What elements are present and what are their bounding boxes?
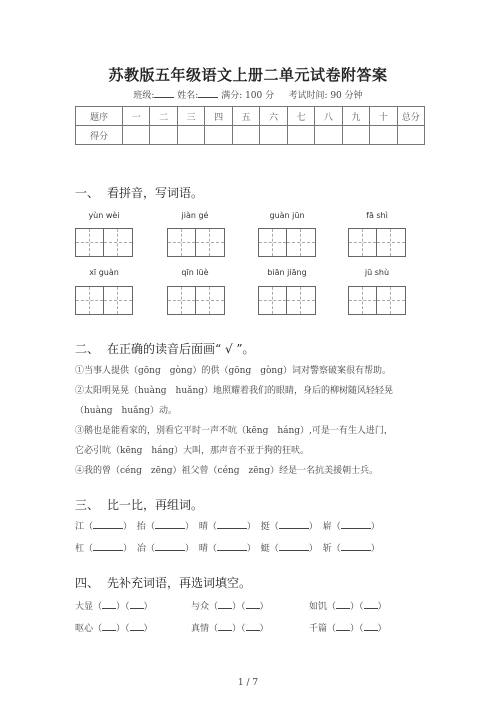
section-1-title: 看拼音，写词语。 xyxy=(107,186,204,200)
answer-blank[interactable] xyxy=(341,519,371,529)
question-line: 它必引吭（kēng háng）大叫，那声音不亚于狗的狂吠。 xyxy=(75,446,310,456)
answer-blank[interactable] xyxy=(102,599,116,609)
exam-page: 苏教版五年级语文上册二单元试卷附答案 班级: 姓名: 满分: 100 分 考试时间: 90 分钟 题序 一 二 三 四 五 六 七 八 九 十 总分 得分 一、 看拼音，写词语。 yùn wèi jiàn gé guàn jūn fā shì xī guàn qīn lüè biān jiāng jū shù 二、 在正确的读音后面画“ √ ”。 ①当事人提供（gōng gòng）的供（gōng gòng）词对警察破案很有帮助。 ②太阳明晃晃（huàng huǎng）地照耀着我们的眼睛，身后的柳树随风轻轻晃 （huàng huǎng）动。 ③鹅也是能看家的，别看它平时一声不吭（kēng háng）,可是一有生人进门， 它必引吭（kēng háng）大叫，那声音不亚于狗的狂吠。 ④我的曾（céng zēng）祖父曾（céng zēng）经是一名抗美援朝士兵。 三、 比一比，再组词。 江（ ） 抬（ ） 晴（ ） 挺（ ） 崭（ ） 杠（ ） 冶（ ） 晴（ ） 蜓（ ） 斩（ ） 四、 先补充词语，再选词填空。 大显（ ）（ ） 与众（ ）（ ） 如饥（ ）（ ） 呕心（ ）（ ） 真情（ ）（ ） 千篇（ ）（ ） 1 / 7 xyxy=(0,0,496,702)
score-header-cell: 二 xyxy=(150,107,177,126)
question-line: ①当事人提供（gōng gòng）的供（gōng gòng）词对警察破案很有帮助。 xyxy=(75,366,391,376)
name-blank[interactable] xyxy=(198,88,218,98)
writing-box[interactable] xyxy=(167,228,225,257)
idiom-prefix: 呕心 xyxy=(75,624,94,634)
exam-time: 考试时间: 90 分钟 xyxy=(288,91,363,101)
score-header-cell: 四 xyxy=(205,107,232,126)
score-header-cell: 七 xyxy=(287,107,314,126)
writing-box[interactable] xyxy=(75,228,133,257)
compare-char: 斩 xyxy=(322,544,332,554)
compare-char: 挺 xyxy=(260,522,270,532)
writing-box[interactable] xyxy=(348,228,406,257)
score-header-cell: 总分 xyxy=(397,107,424,126)
page-title: 苏教版五年级语文上册二单元试卷附答案 xyxy=(108,66,388,84)
score-cell[interactable] xyxy=(260,126,287,145)
score-cell[interactable] xyxy=(342,126,369,145)
class-blank[interactable] xyxy=(154,88,174,98)
writing-box[interactable] xyxy=(167,286,225,315)
section-2-number: 二、 xyxy=(75,342,100,356)
answer-blank[interactable] xyxy=(336,621,350,631)
score-cell[interactable] xyxy=(205,126,232,145)
score-header-cell: 十 xyxy=(370,107,397,126)
answer-blank[interactable] xyxy=(279,519,309,529)
compare-char: 崭 xyxy=(322,522,332,532)
question-line: ②太阳明晃晃（huàng huǎng）地照耀着我们的眼睛，身后的柳树随风轻轻晃 xyxy=(75,386,394,396)
answer-blank[interactable] xyxy=(341,541,371,551)
idiom-prefix: 大显 xyxy=(75,602,94,612)
answer-blank[interactable] xyxy=(217,519,247,529)
pinyin-label: biān jiāng xyxy=(267,268,307,277)
section-2-heading xyxy=(75,340,255,357)
answer-blank[interactable] xyxy=(93,519,123,529)
score-cell[interactable] xyxy=(370,126,397,145)
compare-char: 蜓 xyxy=(260,544,270,554)
class-label: 班级: xyxy=(133,91,155,101)
writing-box[interactable] xyxy=(258,286,316,315)
score-table-header-row xyxy=(76,107,425,126)
pinyin-label: qīn lüè xyxy=(181,268,209,277)
score-header-cell: 五 xyxy=(232,107,259,126)
score-header-cell: 六 xyxy=(260,107,287,126)
full-score: 满分: 100 分 xyxy=(221,91,275,101)
idiom-prefix: 如饥 xyxy=(309,602,328,612)
score-header-cell: 题序 xyxy=(76,107,123,126)
idiom-prefix: 千篇 xyxy=(309,624,328,634)
answer-blank[interactable] xyxy=(364,621,378,631)
answer-blank[interactable] xyxy=(364,599,378,609)
answer-blank[interactable] xyxy=(279,541,309,551)
answer-blank[interactable] xyxy=(246,599,260,609)
writing-box[interactable] xyxy=(258,228,316,257)
answer-blank[interactable] xyxy=(155,541,185,551)
section-2-title: 在正确的读音后面画“ √ ”。 xyxy=(107,342,255,356)
score-header-cell: 八 xyxy=(315,107,342,126)
compare-char: 冶 xyxy=(136,544,146,554)
section-3-heading xyxy=(75,496,203,513)
idiom-prefix: 与众 xyxy=(191,602,210,612)
compare-char: 抬 xyxy=(136,522,146,532)
question-line: ④我的曾（céng zēng）祖父曾（céng zēng）经是一名抗美援朝士兵。 xyxy=(75,466,379,476)
compare-row-2: 杠（ ） 冶（ ） 晴（ ） 蜓（ ） 斩（ ） xyxy=(75,541,382,554)
question-line: ③鹅也是能看家的，别看它平时一声不吭（kēng háng）,可是一有生人进门， xyxy=(75,426,393,436)
compare-char: 杠 xyxy=(75,544,85,554)
score-header-cell: 三 xyxy=(177,107,204,126)
answer-blank[interactable] xyxy=(218,621,232,631)
compare-char: 晴 xyxy=(198,522,208,532)
score-header-cell: 九 xyxy=(342,107,369,126)
score-cell[interactable] xyxy=(150,126,177,145)
section-3-number: 三、 xyxy=(75,498,100,512)
pinyin-label: guàn jūn xyxy=(269,211,305,220)
section-1-number: 一、 xyxy=(75,186,100,200)
score-table-score-row xyxy=(76,126,425,145)
score-row-label: 得分 xyxy=(76,126,123,145)
answer-blank[interactable] xyxy=(218,599,232,609)
pinyin-label: xī guàn xyxy=(89,268,119,277)
score-header-cell: 一 xyxy=(123,107,150,126)
answer-blank[interactable] xyxy=(336,599,350,609)
answer-blank[interactable] xyxy=(93,541,123,551)
section-4-heading xyxy=(75,574,251,591)
page-number: 1 / 7 xyxy=(237,678,259,688)
compare-row-1: 江（ ） 抬（ ） 晴（ ） 挺（ ） 崭（ ） xyxy=(75,519,382,532)
answer-blank[interactable] xyxy=(217,541,247,551)
score-cell[interactable] xyxy=(397,126,424,145)
section-4-title: 先补充词语，再选词填空。 xyxy=(107,576,252,590)
pinyin-label: jū shù xyxy=(364,268,390,277)
pinyin-label: jiàn gé xyxy=(181,211,209,220)
question-line: （huàng huǎng）动。 xyxy=(75,406,178,416)
score-cell[interactable] xyxy=(315,126,342,145)
student-info-line xyxy=(0,88,496,101)
compare-char: 江 xyxy=(75,522,85,532)
score-cell[interactable] xyxy=(177,126,204,145)
idiom-prefix: 真情 xyxy=(191,624,210,634)
writing-box[interactable] xyxy=(75,286,133,315)
answer-blank[interactable] xyxy=(130,621,144,631)
section-4-number: 四、 xyxy=(75,576,100,590)
answer-blank[interactable] xyxy=(102,621,116,631)
answer-blank[interactable] xyxy=(130,599,144,609)
answer-blank[interactable] xyxy=(246,621,260,631)
score-cell[interactable] xyxy=(123,126,150,145)
writing-box[interactable] xyxy=(348,286,406,315)
name-label: 姓名: xyxy=(177,91,199,101)
score-cell[interactable] xyxy=(232,126,259,145)
section-1-heading xyxy=(75,184,203,201)
compare-char: 晴 xyxy=(198,544,208,554)
answer-blank[interactable] xyxy=(155,519,185,529)
pinyin-label: yùn wèi xyxy=(88,211,120,220)
section-3-title: 比一比，再组词。 xyxy=(107,498,204,512)
score-cell[interactable] xyxy=(287,126,314,145)
score-table xyxy=(75,106,425,145)
pinyin-label: fā shì xyxy=(366,211,388,220)
